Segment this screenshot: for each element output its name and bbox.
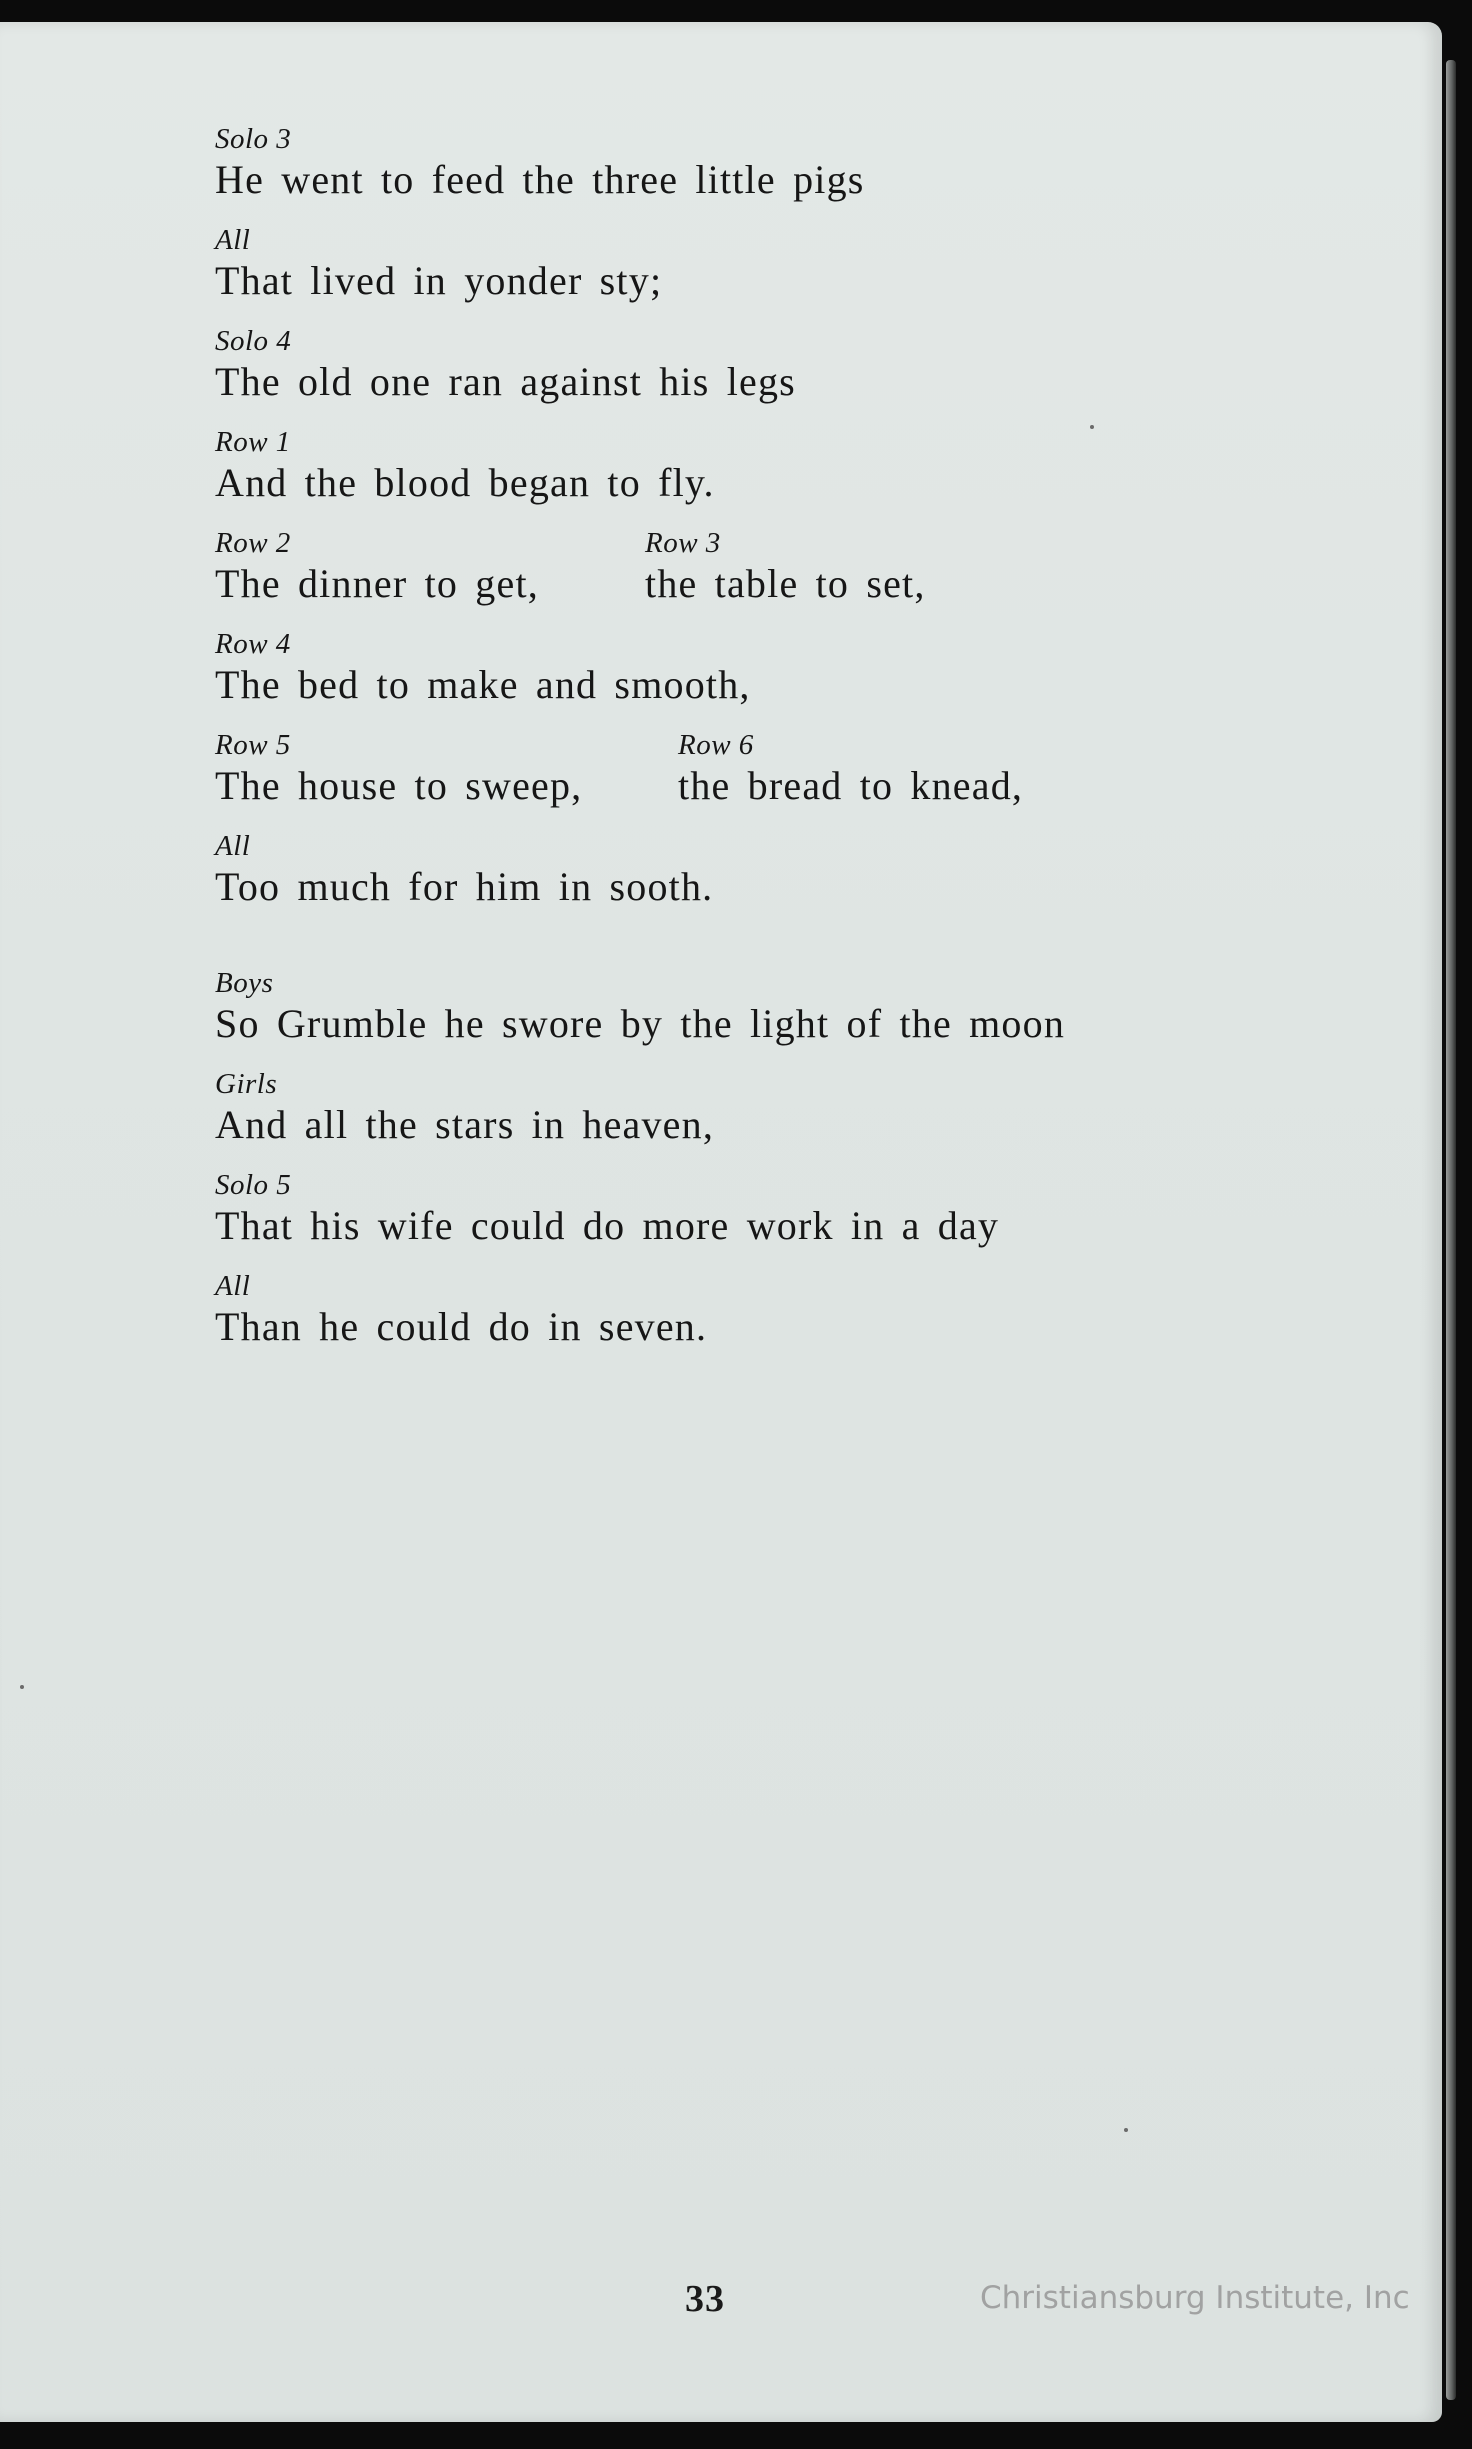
- verse-line-pair: [215, 560, 1395, 607]
- speaker-cue: Row 5: [215, 729, 291, 761]
- paper-speck: [1090, 425, 1094, 429]
- verse-line-pair: [215, 762, 1395, 809]
- verse-line: The house to sweep,: [215, 763, 583, 808]
- choral-verse: [215, 122, 1395, 1370]
- speaker-cue: All: [215, 830, 251, 862]
- watermark: Christiansburg Institute, Inc: [980, 2280, 1410, 2316]
- verse-line: Too much for him in sooth.: [215, 864, 714, 909]
- verse-line: The bed to make and smooth,: [215, 662, 751, 707]
- stanza-1: [215, 122, 1395, 910]
- speaker-cue: All: [215, 1270, 251, 1302]
- speaker-cue-pair: [215, 526, 1395, 560]
- verse-line: The old one ran against his legs: [215, 359, 796, 404]
- verse-line: Than he could do in seven.: [215, 1304, 708, 1349]
- speaker-cue: Solo 5: [215, 1169, 292, 1201]
- page-edge: [1446, 60, 1456, 2400]
- speaker-cue: All: [215, 224, 251, 256]
- verse-line: the table to set,: [645, 561, 926, 606]
- speaker-cue: Row 1: [215, 426, 291, 458]
- speaker-cue: Solo 3: [215, 123, 292, 155]
- verse-line: And all the stars in heaven,: [215, 1102, 715, 1147]
- verse-line: The dinner to get,: [215, 561, 539, 606]
- speaker-cue: Row 4: [215, 628, 291, 660]
- speaker-cue: Solo 4: [215, 325, 292, 357]
- paper-speck: [20, 1685, 24, 1689]
- verse-line: He went to feed the three little pigs: [215, 157, 865, 202]
- speaker-cue: Row 6: [678, 729, 754, 761]
- verse-line: And the blood began to fly.: [215, 460, 715, 505]
- speaker-cue: Row 3: [645, 527, 721, 559]
- speaker-cue: Row 2: [215, 527, 291, 559]
- verse-line: the bread to knead,: [678, 763, 1024, 808]
- page-number: 33: [685, 2278, 725, 2320]
- verse-line: That his wife could do more work in a day: [215, 1203, 1000, 1248]
- paper-speck: [1124, 2128, 1128, 2132]
- verse-line: So Grumble he swore by the light of the moon: [215, 1001, 1066, 1046]
- speaker-cue: Girls: [215, 1068, 278, 1100]
- stanza-2: [215, 966, 1395, 1350]
- speaker-cue-pair: [215, 728, 1395, 762]
- verse-line: That lived in yonder sty;: [215, 258, 663, 303]
- speaker-cue: Boys: [215, 967, 274, 999]
